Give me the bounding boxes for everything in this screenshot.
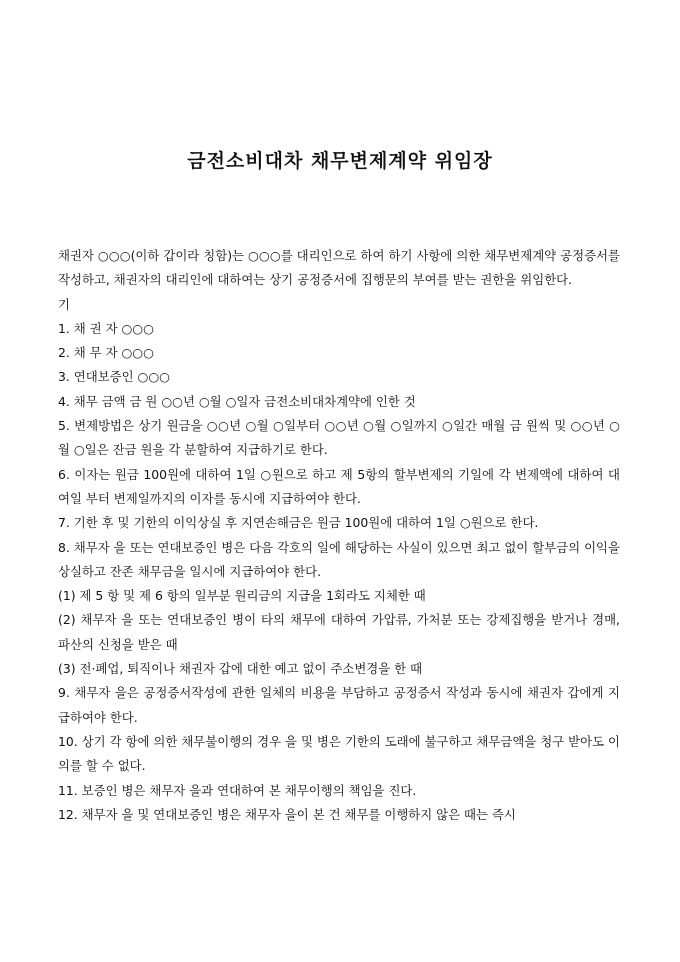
clause-debtor: 2. 채 무 자 ○○○	[58, 345, 154, 361]
intro-paragraph: 채권자 ○○○(이하 갑이라 칭함)는 ○○○를 대리인으로 하여 하기 사항에 의한 채무변제계약 공정증서를 작성하고, 채권자의 대리인에 대하여는 상기 공정증서에 집행문의 부여를 받는 권한을 위임한다.	[58, 248, 620, 288]
clause-costs: 9. 채무자 을은 공정증서작성에 관한 일체의 비용을 부담하고 공정증서 작성과 동시에 채권자 갑에게 지급하여야 한다.	[58, 685, 620, 725]
clause-acceleration: 8. 채무자 을 또는 연대보증인 병은 다음 각호의 일에 해당하는 사실이 있으면 최고 없이 할부금의 이익을 상실하고 잔존 채무금을 일시에 지급하여야 한다.	[58, 539, 620, 579]
clause-amount: 4. 채무 금액 금 원 ○○년 ○월 ○일자 금전소비대차계약에 인한 것	[58, 393, 416, 409]
sub-clause-3: (3) 전·폐업, 퇴직이나 채권자 갑에 대한 예고 없이 주소변경을 한 때	[58, 661, 423, 677]
document-title: 금전소비대차 채무변제계약 위임장	[187, 150, 493, 172]
section-marker: 기	[58, 296, 70, 312]
clause-repayment: 5. 변제방법은 상기 원금을 ○○년 ○월 ○일부터 ○○년 ○월 ○일까지 ○일간 매월 금 원씩 및 ○○년 ○월 ○일은 잔금 원을 각 분할하여 지급하기로 한다.	[58, 418, 620, 458]
clause-guarantor: 3. 연대보증인 ○○○	[58, 369, 170, 385]
sub-clause-1: (1) 제 5 항 및 제 6 항의 일부분 원리금의 지급을 1회라도 지체한 때	[58, 588, 426, 604]
clause-interest: 6. 이자는 원금 100원에 대하여 1일 ○원으로 하고 제 5항의 할부변제의 기일에 각 변제액에 대하여 대여일 부터 변제일까지의 이자를 동시에 지급하여야 한다.	[58, 466, 620, 506]
clause-late-charge: 7. 기한 후 및 기한의 이익상실 후 지연손해금은 원금 100원에 대하여 1일 ○원으로 한다.	[58, 515, 539, 531]
clause-default: 10. 상기 각 항에 의한 채무불이행의 경우 을 및 병은 기한의 도래에 불구하고 채무금액을 청구 받아도 이의를 할 수 없다.	[58, 733, 620, 774]
clause-joint-liability: 11. 보증인 병은 채무자 을과 연대하여 본 채무이행의 책임을 진다.	[58, 782, 417, 798]
sub-clause-2: (2) 채무자 을 또는 연대보증인 병이 타의 채무에 대하여 가압류, 가처분 또는 강제집행을 받거나 경매, 파산의 신청을 받은 때	[58, 612, 620, 652]
document-body	[58, 244, 620, 827]
clause-enforcement: 12. 채무자 을 및 연대보증인 병은 채무자 을이 본 건 채무를 이행하지 않은 때는 즉시	[58, 806, 516, 822]
clause-creditor: 1. 채 권 자 ○○○	[58, 320, 154, 336]
